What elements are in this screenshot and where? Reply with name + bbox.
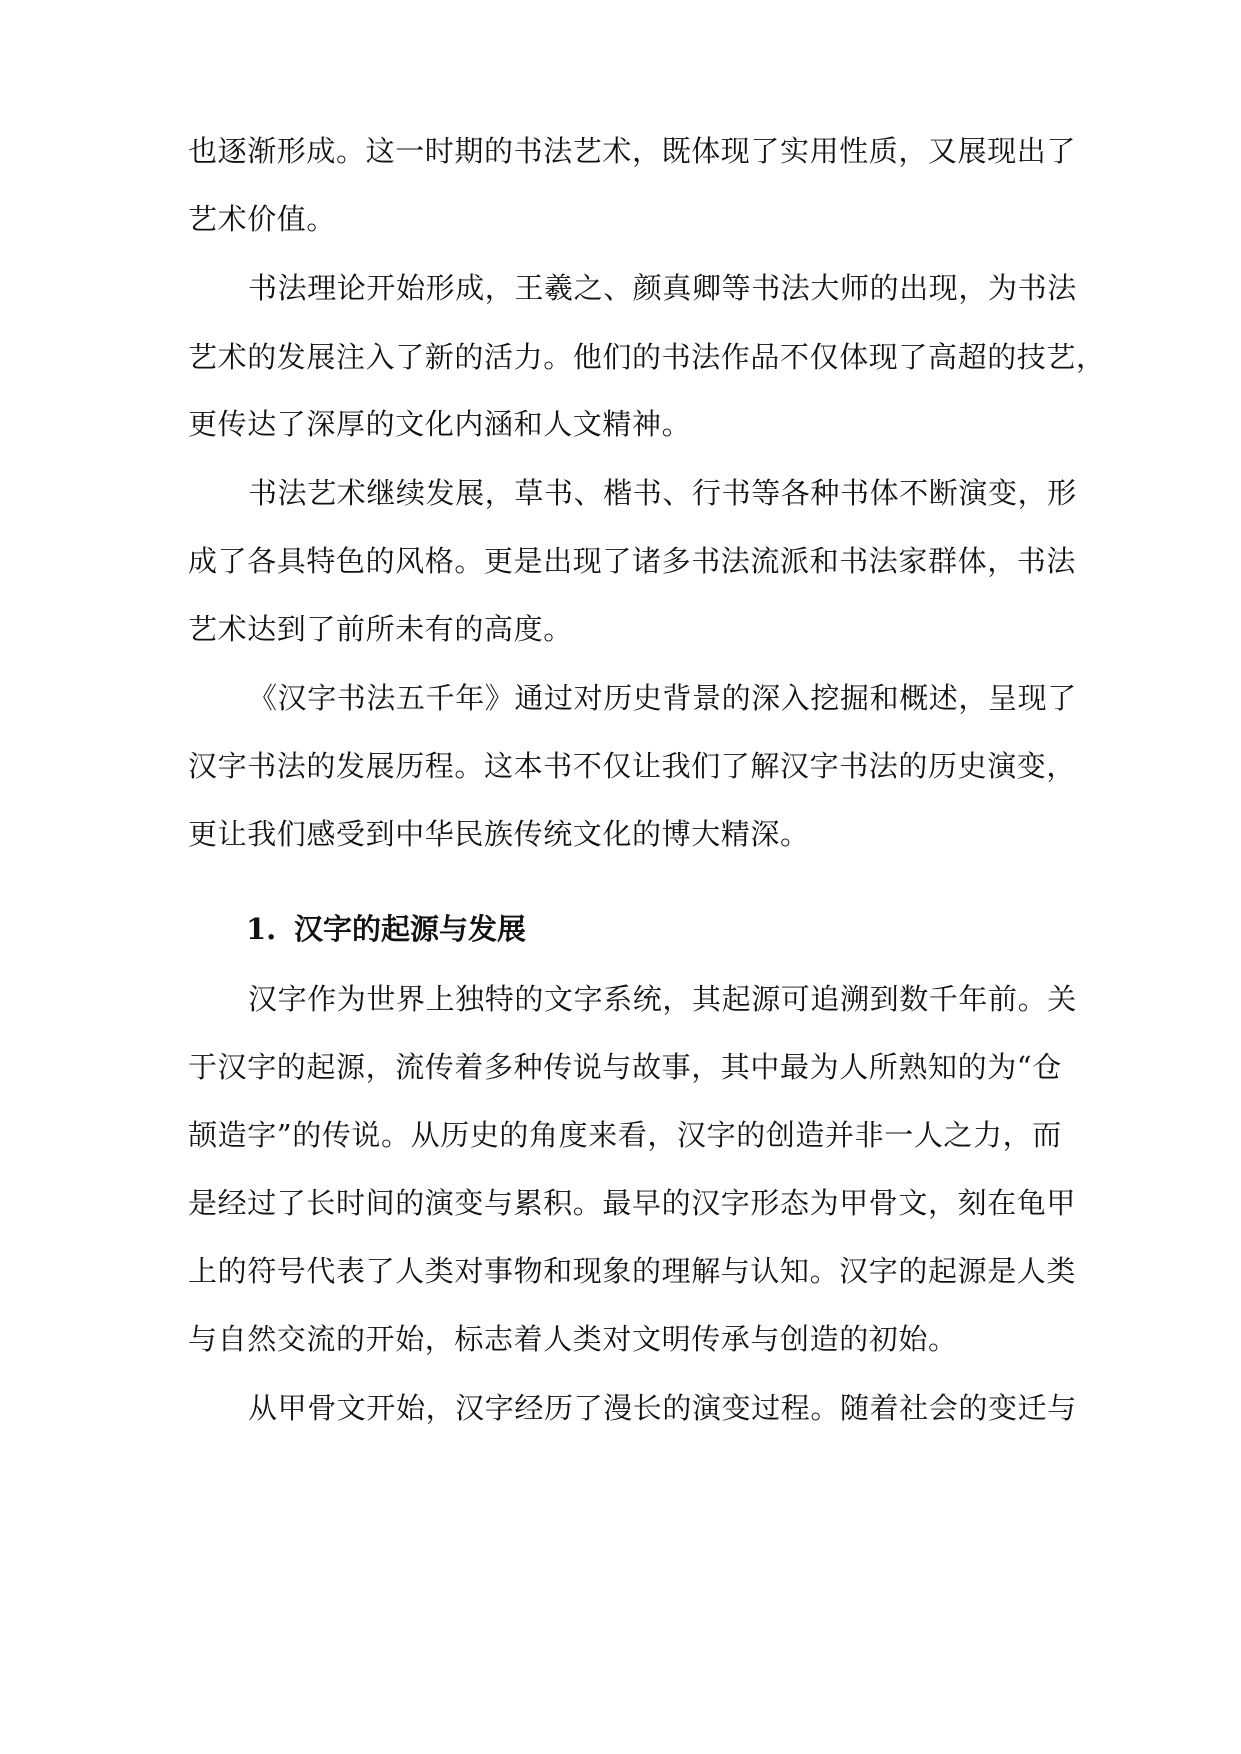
paragraph-line: 《汉字书法五千年》通过对历史背景的深入挖掘和概述，呈现了 xyxy=(248,681,1077,715)
section-heading xyxy=(246,909,526,949)
paragraph-line: 是经过了长时间的演变与累积。最早的汉字形态为甲骨文，刻在龟甲 xyxy=(188,1186,1077,1220)
paragraph-line: 成了各具特色的风格。更是出现了诸多书法流派和书法家群体，书法 xyxy=(188,544,1077,578)
paragraph-line: 艺术的发展注入了新的活力。他们的书法作品不仅体现了高超的技艺， xyxy=(188,340,1106,374)
paragraph-line: 于汉字的起源，流传着多种传说与故事，其中最为人所熟知的为“仓 xyxy=(188,1050,1062,1084)
paragraph-line: 更让我们感受到中华民族传统文化的博大精深。 xyxy=(188,817,810,851)
paragraph-line: 颉造字”的传说。从历史的角度来看，汉字的创造并非一人之力，而 xyxy=(188,1118,1062,1152)
paragraph-line: 从甲骨文开始，汉字经历了漫长的演变过程。随着社会的变迁与 xyxy=(248,1391,1077,1425)
paragraph-line: 汉字作为世界上独特的文字系统，其起源可追溯到数千年前。关 xyxy=(248,982,1077,1016)
section-title: 汉字的起源与发展 xyxy=(294,912,527,946)
paragraph-line: 艺术达到了前所未有的高度。 xyxy=(188,612,573,646)
paragraph-line: 更传达了深厚的文化内涵和人文精神。 xyxy=(188,407,692,441)
section-number: 1. xyxy=(246,912,277,946)
paragraph-line: 也逐渐形成。这一时期的书法艺术，既体现了实用性质，又展现出了 xyxy=(188,134,1077,168)
paragraph-line: 书法艺术继续发展，草书、楷书、行书等各种书体不断演变，形 xyxy=(248,476,1077,510)
paragraph-line: 书法理论开始形成，王羲之、颜真卿等书法大师的出现，为书法 xyxy=(248,271,1077,305)
paragraph-line: 与自然交流的开始，标志着人类对文明传承与创造的初始。 xyxy=(188,1322,958,1356)
paragraph-line: 上的符号代表了人类对事物和现象的理解与认知。汉字的起源是人类 xyxy=(188,1254,1077,1288)
paragraph-line: 汉字书法的发展历程。这本书不仅让我们了解汉字书法的历史演变， xyxy=(188,749,1077,783)
paragraph-line: 艺术价值。 xyxy=(188,202,337,236)
